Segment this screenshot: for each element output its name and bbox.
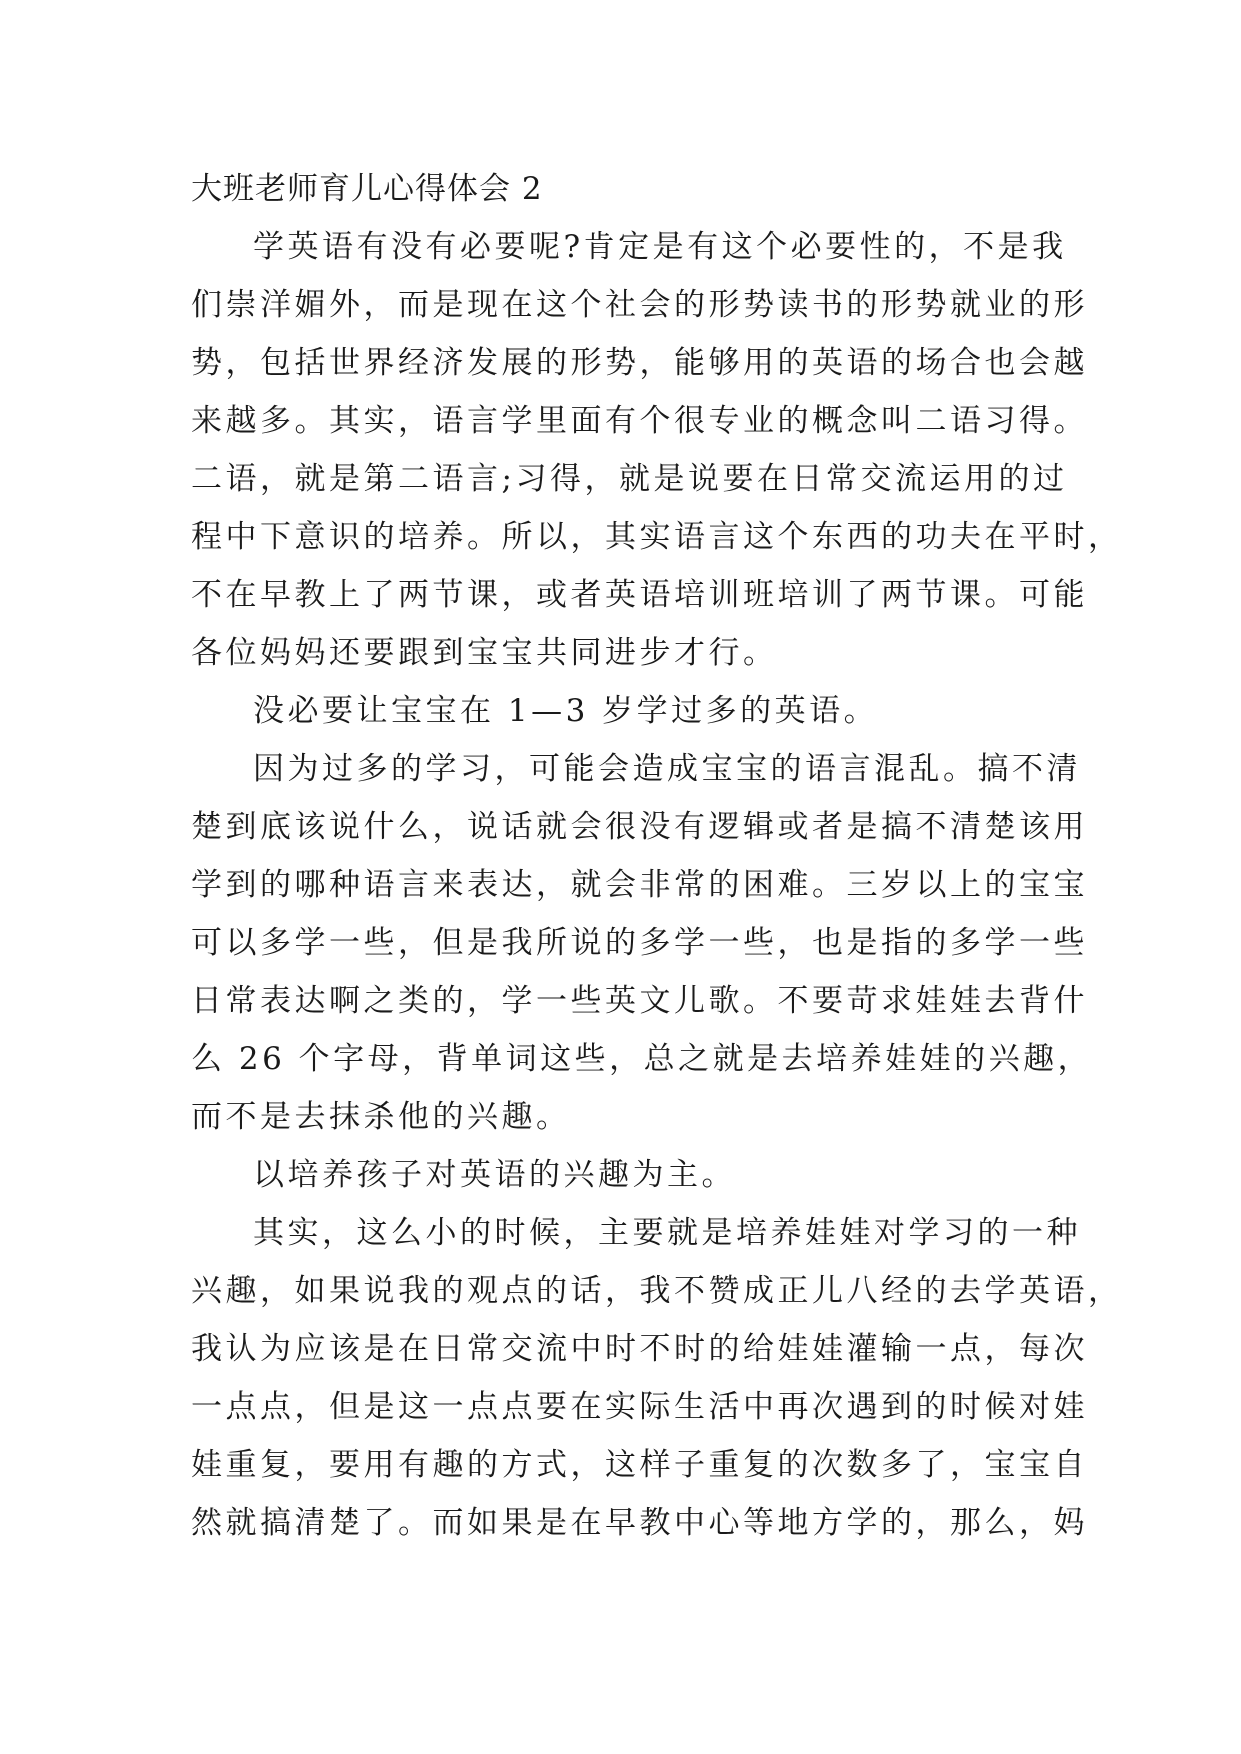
paragraph-3 bbox=[191, 740, 1093, 1146]
paragraph-line: 来越多。其实，语言学里面有个很专业的概念叫二语习得。 bbox=[191, 403, 1088, 439]
paragraph-2 bbox=[191, 682, 1051, 740]
paragraph-line: 而不是去抹杀他的兴趣。 bbox=[191, 1099, 571, 1135]
paragraph-line: 不在早教上了两节课，或者英语培训班培训了两节课。可能 bbox=[191, 577, 1088, 613]
paragraph-5 bbox=[191, 1204, 1123, 1552]
paragraph-line: 以培养孩子对英语的兴趣为主。 bbox=[253, 1157, 736, 1193]
paragraph-1 bbox=[191, 218, 1123, 682]
paragraph-line: 可以多学一些，但是我所说的多学一些，也是指的多学一些 bbox=[191, 925, 1088, 961]
paragraph-line: 各位妈妈还要跟到宝宝共同进步才行。 bbox=[191, 635, 778, 671]
paragraph-line: 么 26 个字母，背单词这些，总之就是去培养娃娃的兴趣， bbox=[191, 1041, 1093, 1077]
paragraph-line: 们崇洋媚外，而是现在这个社会的形势读书的形势就业的形 bbox=[191, 287, 1088, 323]
paragraph-line: 楚到底该说什么，说话就会很没有逻辑或者是搞不清楚该用 bbox=[191, 809, 1088, 845]
paragraph-line: 兴趣，如果说我的观点的话，我不赞成正儿八经的去学英语， bbox=[191, 1273, 1123, 1309]
paragraph-line: 势，包括世界经济发展的形势，能够用的英语的场合也会越 bbox=[191, 345, 1088, 381]
paragraph-line: 学到的哪种语言来表达，就会非常的困难。三岁以上的宝宝 bbox=[191, 867, 1088, 903]
paragraph-line: 一点点，但是这一点点要在实际生活中再次遇到的时候对娃 bbox=[191, 1389, 1088, 1425]
paragraph-line: 然就搞清楚了。而如果是在早教中心等地方学的，那么，妈 bbox=[191, 1505, 1088, 1541]
document-title: 大班老师育儿心得体会 2 bbox=[191, 171, 543, 207]
document-body bbox=[191, 160, 1123, 1552]
paragraph-line: 我认为应该是在日常交流中时不时的给娃娃灌输一点，每次 bbox=[191, 1331, 1088, 1367]
paragraph-line: 二语，就是第二语言;习得，就是说要在日常交流运用的过 bbox=[191, 461, 1068, 497]
paragraph-line: 学英语有没有必要呢?肯定是有这个必要性的，不是我 bbox=[253, 229, 1067, 265]
paragraph-line: 没必要让宝宝在 1—3 岁学过多的英语。 bbox=[253, 693, 879, 729]
paragraph-line: 程中下意识的培养。所以，其实语言这个东西的功夫在平时， bbox=[191, 519, 1123, 555]
paragraph-4 bbox=[191, 1146, 1051, 1204]
paragraph-line: 其实，这么小的时候，主要就是培养娃娃对学习的一种 bbox=[253, 1215, 1081, 1251]
paragraph-line: 娃重复，要用有趣的方式，这样子重复的次数多了，宝宝自 bbox=[191, 1447, 1088, 1483]
paragraph-line: 因为过多的学习，可能会造成宝宝的语言混乱。搞不清 bbox=[253, 751, 1081, 787]
paragraph-line: 日常表达啊之类的，学一些英文儿歌。不要苛求娃娃去背什 bbox=[191, 983, 1088, 1019]
